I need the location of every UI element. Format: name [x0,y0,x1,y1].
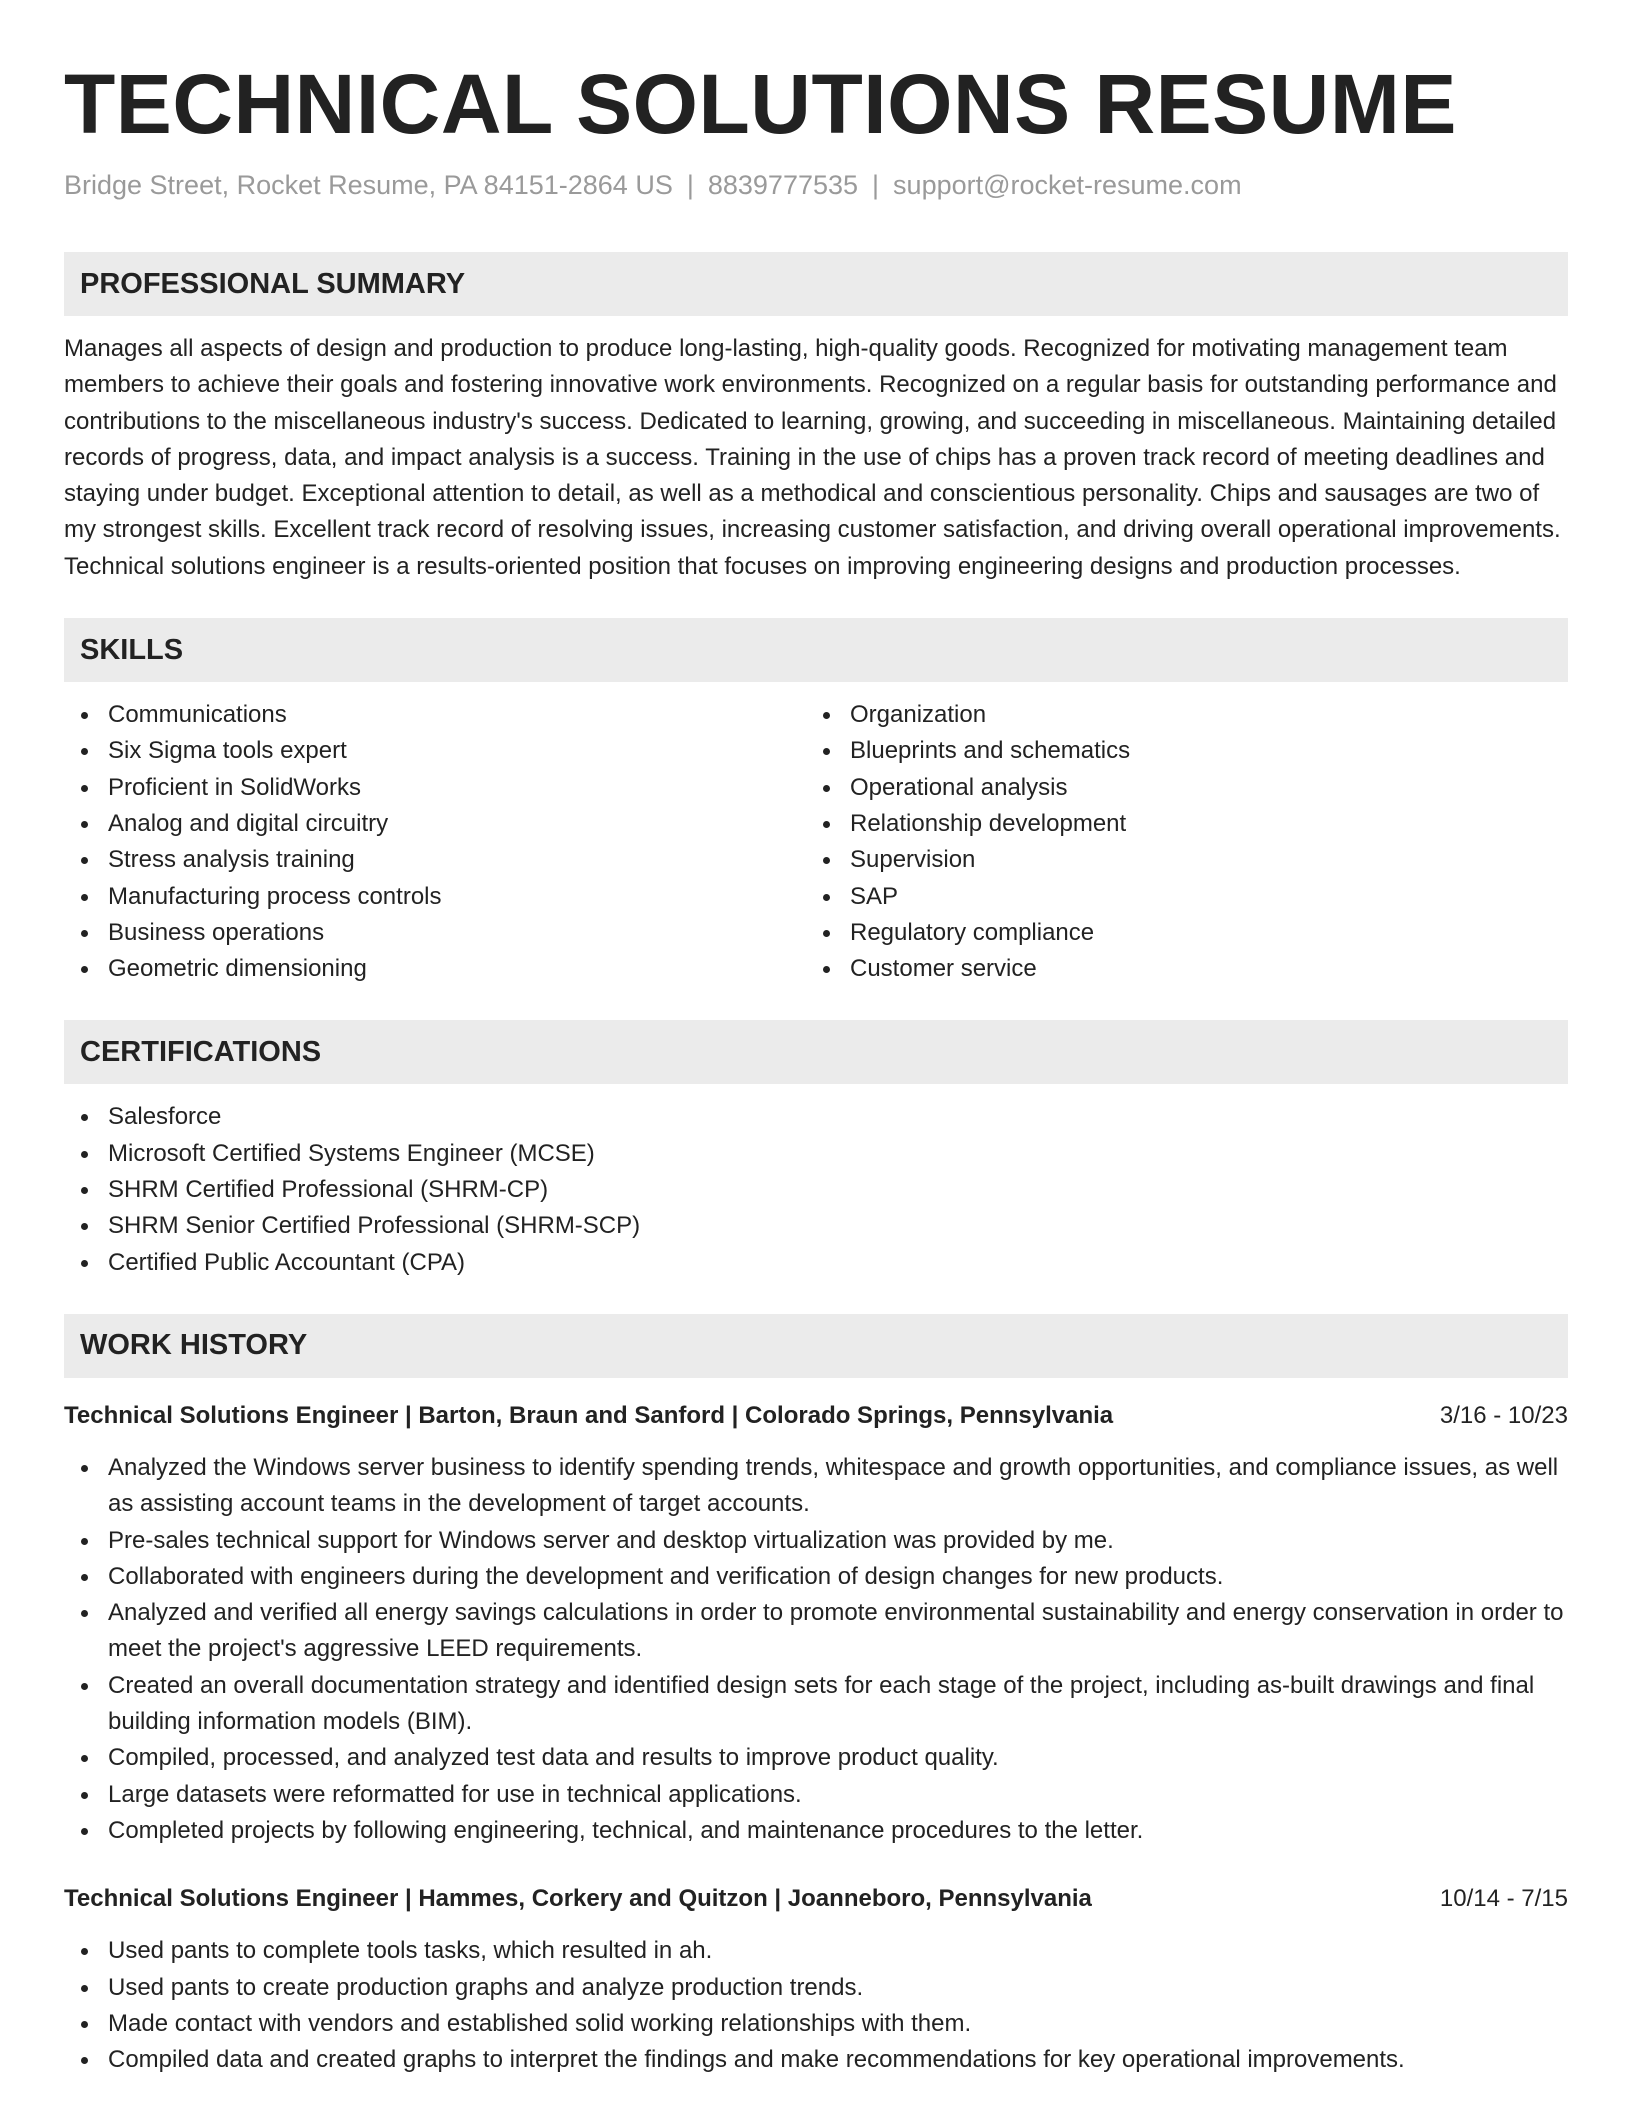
certification-item: SHRM Certified Professional (SHRM-CP) [64,1172,1568,1208]
skill-item: Relationship development [806,806,1548,842]
contact-line [64,168,1568,202]
job-bullet: Used pants to create production graphs and analyze production trends. [64,1970,1568,2006]
job-bullet: Used pants to complete tools tasks, which resulted in ah. [64,1933,1568,1969]
skill-item: Business operations [64,915,806,951]
resume-page [64,0,1568,2078]
skill-item: Blueprints and schematics [806,733,1548,769]
job-heading [64,1398,1568,1434]
skill-item: Geometric dimensioning [64,951,806,987]
certification-item: Salesforce [64,1099,1568,1135]
job-bullet: Created an overall documentation strategy and identified design sets for each stage of the project, including as-built drawings and final building information models (BIM). [64,1668,1568,1741]
skill-item: Proficient in SolidWorks [64,770,806,806]
skill-item: SAP [806,879,1548,915]
section-header-work-history: WORK HISTORY [64,1314,1568,1378]
contact-separator: | [686,170,694,200]
job-dates: 3/16 - 10/23 [1439,1401,1568,1429]
job-title: Technical Solutions Engineer | Barton, Braun and Sanford | Colorado Springs, Pennsylvania [64,1401,1114,1429]
job-heading [64,1881,1568,1917]
job-dates: 10/14 - 7/15 [1439,1885,1568,1913]
resume-title: TECHNICAL SOLUTIONS RESUME [64,57,1457,151]
job-bullet: Collaborated with engineers during the development and verification of design changes for new products. [64,1559,1568,1595]
skill-item: Manufacturing process controls [64,879,806,915]
job-entry [64,1398,1568,1849]
job-title: Technical Solutions Engineer | Hammes, Corkery and Quitzon | Joanneboro, Pennsylvania [64,1885,1092,1913]
job-entry [64,1881,1568,2078]
contact-phone: 8839777535 [707,170,859,200]
section-header-certifications: CERTIFICATIONS [64,1020,1568,1084]
certification-item: SHRM Senior Certified Professional (SHRM-SCP) [64,1208,1568,1244]
job-bullet: Made contact with vendors and established solid working relationships with them. [64,2006,1568,2042]
certification-item: Microsoft Certified Systems Engineer (MCSE) [64,1136,1568,1172]
job-bullet: Analyzed the Windows server business to identify spending trends, whitespace and growth opportunities, and compliance issues, as well as assisting account teams in the development of target accounts. [64,1450,1568,1523]
contact-address: Bridge Street, Rocket Resume, PA 84151-2864 US [64,170,673,200]
job-bullets [64,1933,1568,2078]
skill-item: Six Sigma tools expert [64,733,806,769]
job-bullet: Analyzed and verified all energy savings calculations in order to promote environmental sustainability and energy conservation in order to meet the project's aggressive LEED requirements. [64,1595,1568,1668]
contact-separator: | [872,170,880,200]
certifications-list [64,1099,1568,1280]
skill-item: Analog and digital circuitry [64,806,806,842]
job-bullet: Compiled data and created graphs to interpret the findings and make recommendations for key operational improvements. [64,2042,1568,2078]
job-bullet: Compiled, processed, and analyzed test data and results to improve product quality. [64,1740,1568,1776]
summary-text: Manages all aspects of design and production to produce long-lasting, high-quality goods. Recognized for motivating management team members to achieve their goals and fostering innovative work environments. Recognized on a regular basis for outstanding performance and contributions to the miscellaneous industry's success. Dedicated to learning, growing, and succeeding in miscellaneous. Maintaining detailed records of progress, data, and impact analysis is a success. Training in the use of chips has a proven track record of meeting deadlines and staying under budget. Exceptional attention to detail, as well as a methodical and conscientious personality. Chips and sausages are two of my strongest skills. Excellent track record of resolving issues, increasing customer satisfaction, and driving overall operational improvements. Technical solutions engineer is a results-oriented position that focuses on improving engineering designs and production processes. [64,335,1561,580]
skills-left-list [64,697,806,987]
skill-item: Stress analysis training [64,842,806,878]
job-bullets [64,1450,1568,1849]
skill-item: Customer service [806,951,1548,987]
skills-columns [64,697,1568,987]
skill-item: Organization [806,697,1548,733]
skill-item: Regulatory compliance [806,915,1548,951]
skill-item: Supervision [806,842,1548,878]
contact-email: support@rocket-resume.com [893,170,1242,200]
skills-right-list [806,697,1548,987]
job-bullet: Pre-sales technical support for Windows server and desktop virtualization was provided by me. [64,1523,1568,1559]
skill-item: Operational analysis [806,770,1548,806]
section-header-summary: PROFESSIONAL SUMMARY [64,252,1568,316]
section-header-skills: SKILLS [64,618,1568,682]
certification-item: Certified Public Accountant (CPA) [64,1245,1568,1281]
job-bullet: Large datasets were reformatted for use in technical applications. [64,1777,1568,1813]
skill-item: Communications [64,697,806,733]
job-bullet: Completed projects by following engineering, technical, and maintenance procedures to the letter. [64,1813,1568,1849]
